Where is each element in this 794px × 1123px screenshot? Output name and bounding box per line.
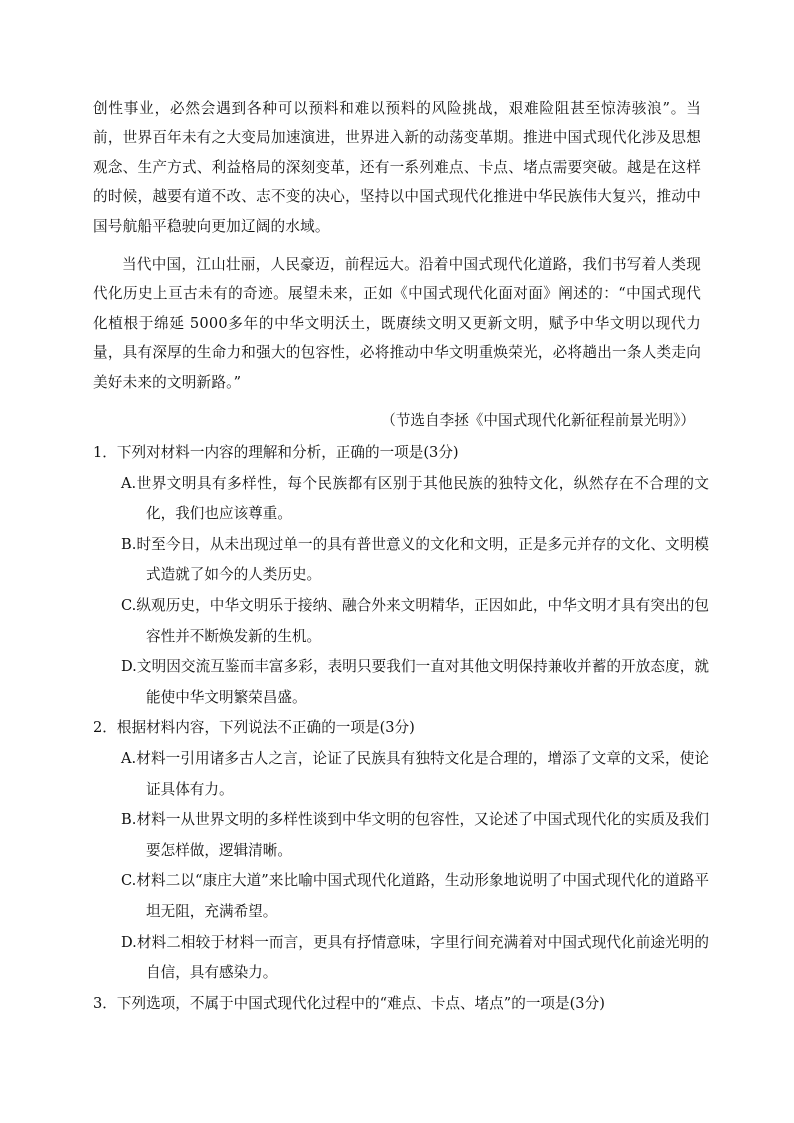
passage-paragraph-2: 当代中国，江山壮丽，人民豪迈，前程远大。沿着中国式现代化道路，我们书写着人类现代化历史上亘古未有的奇迹。展望未来，正如《中国式现代化面对面》阐述的：“中国式现代化植根于绵延 5000多年的中华文明沃土，既赓续文明又更新文明，赋予中华文明以现代力量，具有深厚的生命力和强大的包容性，必将推动中华文明重焕荣光，必将趟出一条人类走向美好未来的文明新路。” xyxy=(93,256,701,391)
option-b: B.时至今日，从未出现过单一的具有普世意义的文化和文明，正是多元并存的文化、文明模式造就了如今的人类历史。 xyxy=(121,535,709,584)
passage-source: （节选自李拯《中国式现代化新征程前景光明》） xyxy=(381,412,695,429)
option-d: D.文明因交流互鉴而丰富多彩，表明只要我们一直对其他文明保持兼收并蓄的开放态度，就能使中华文明繁荣昌盛。 xyxy=(121,658,709,706)
question-stem: 2．根据材料内容，下列说法不正确的一项是(3分) xyxy=(93,719,415,737)
question-3 xyxy=(93,989,701,1020)
option-b: B.材料一从世界文明的多样性谈到中华文明的包容性，又论述了中国式现代化的实质及我们要怎样做，逻辑清晰。 xyxy=(121,811,709,859)
question-list xyxy=(93,438,709,1019)
question-stem: 3．下列选项，不属于中国式现代化过程中的“难点、卡点、堵点”的一项是(3分) xyxy=(93,994,605,1012)
option-list xyxy=(93,469,709,714)
option-c: C.材料二以“康庄大道”来比喻中国式现代化道路，生动形象地说明了中国式现代化的道路平坦无阻，充满希望。 xyxy=(121,872,709,920)
passage-paragraph-1: 创性事业，必然会遇到各种可以预料和难以预料的风险挑战，艰难险阻甚至惊涛骇浪”。当前，世界百年未有之大变局加速演进，世界进入新的动荡变革期。推进中国式现代化涉及思想观念、生产方式、利益格局的深刻变革，还有一系列难点、卡点、堵点需要突破。越是在这样的时候，越要有道不改、志不变的决心，坚持以中国式现代化推进中华民族伟大复兴，推动中国号航船平稳驶向更加辽阔的水域。 xyxy=(93,100,701,235)
question-stem: 1．下列对材料一内容的理解和分析，正确的一项是(3分) xyxy=(93,444,459,461)
question-2 xyxy=(93,713,709,988)
question-1 xyxy=(93,438,709,713)
option-a: A.世界文明具有多样性，每个民族都有区别于其他民族的独特文化，纵然存在不合理的文化，我们也应该尊重。 xyxy=(121,474,709,523)
option-a: A.材料一引用诸多古人之言，论证了民族具有独特文化是合理的，增添了文章的文采，使论证具体有力。 xyxy=(121,749,709,798)
option-c: C.纵观历史，中华文明乐于接纳、融合外来文明精华，正因如此，中华文明才具有突出的包容性并不断焕发新的生机。 xyxy=(121,596,709,645)
option-list xyxy=(93,744,709,989)
option-d: D.材料二相较于材料一而言，更具有抒情意味，字里行间充满着对中国式现代化前途光明的自信，具有感染力。 xyxy=(121,933,709,982)
